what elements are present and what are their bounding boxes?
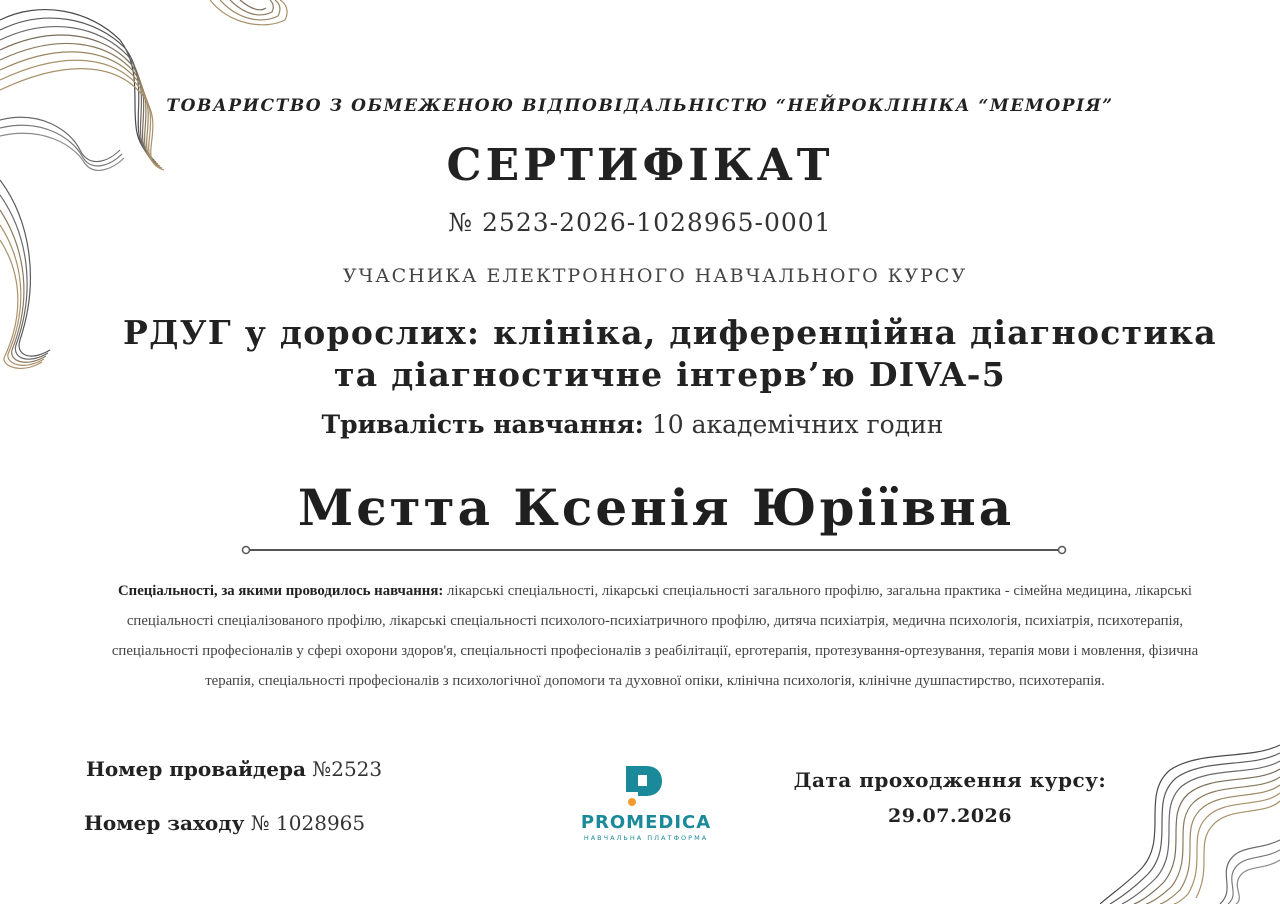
provider-value: №2523 (305, 757, 383, 781)
recipient-name: Мєтта Ксенія Юріївна (297, 478, 1015, 537)
logo-subtitle: НАВЧАЛЬНА ПЛАТФОРМА (583, 834, 709, 842)
name-underline-divider (240, 542, 1070, 558)
provider-label: Номер провайдера (86, 757, 306, 781)
logo-name: PROMEDICA (580, 812, 712, 833)
certificate-number: № 2523-2026-1028965-0001 (448, 208, 832, 237)
specialties-paragraph (100, 576, 1210, 696)
participant-label: УЧАСНИКА ЕЛЕКТРОННОГО НАВЧАЛЬНОГО КУРСУ (342, 265, 968, 287)
duration-value: 10 академічних годин (643, 410, 944, 439)
completion-date-label: Дата проходження курсу: (793, 768, 1107, 792)
event-value: № 1028965 (244, 811, 366, 835)
promedica-p-icon (624, 764, 664, 808)
provider-number (86, 757, 382, 781)
course-title-line-2: та діагностичне інтерв’ю DIVA-5 (333, 355, 1007, 394)
course-duration (0, 410, 1265, 439)
specialties-label: Спеціальності, за якими проводилось навчання: (117, 583, 444, 599)
completion-date: 29.07.2026 (888, 805, 1012, 827)
event-label: Номер заходу (84, 811, 245, 835)
course-title-line-1: РДУГ у дорослих: клініка, диференційна діагностика (122, 313, 1217, 352)
organization-name: ТОВАРИСТВО З ОБМЕЖЕНОЮ ВІДПОВІДАЛЬНІСТЮ “НЕЙРОКЛІНІКА “МЕМОРІЯ” (166, 96, 1114, 116)
certificate-title: СЕРТИФІКАТ (446, 140, 834, 191)
specialties-text: лікарські спеціальності, лікарські спеціальності загального профілю, загальна практика - сімейна медицина, лікарські спеціальності спеціалізованого профілю, лікарські спеціальності психолого-психіатричного профілю, дитяча психіатрія, медична психологія, психіатрія, психотерапія, спеціальності професіоналів у сфері охорони здоров'я, спеціальності професіоналів з реабілітації, ерготерапія, протезування-ортезування, терапія мови і мовлення, фізична терапія, спеціальності професіоналів з психологічної допомоги та духовної опіки, клінічна психологія, клінічне душпастирство, психотерапія. (111, 583, 1199, 689)
promedica-logo (566, 764, 726, 842)
event-number (84, 811, 365, 835)
duration-label: Тривалість навчання: (321, 410, 644, 439)
course-title (100, 312, 1240, 396)
